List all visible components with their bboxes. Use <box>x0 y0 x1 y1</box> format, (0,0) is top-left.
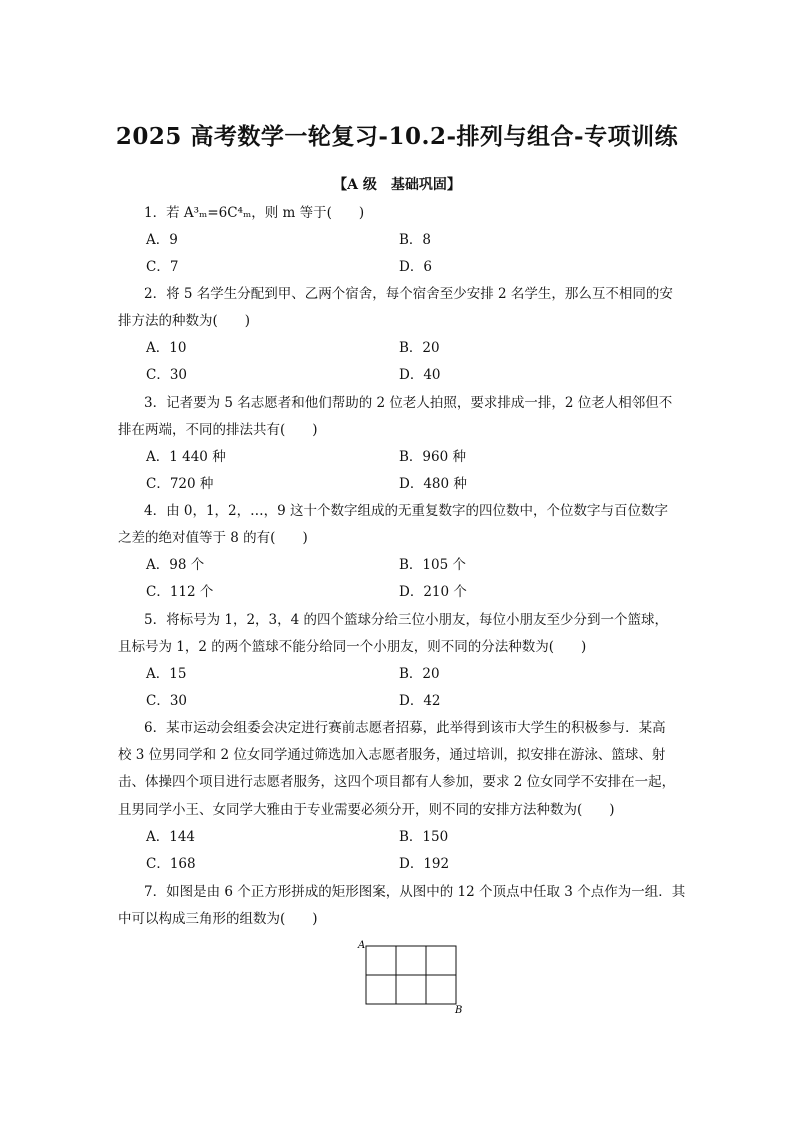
question-3-option-b: B．960 种 <box>399 449 466 465</box>
question-3-option-d: D．480 种 <box>399 476 467 492</box>
question-4-option-a: A．98 个 <box>146 557 205 573</box>
question-6-option-c: C．168 <box>146 856 196 872</box>
point-b-label: B <box>455 1005 463 1016</box>
question-4-text-line-2: 之差的绝对值等于 8 的有( ) <box>118 530 308 546</box>
question-5-text-line-2: 且标号为 1，2 的两个篮球不能分给同一个小朋友，则不同的分法种数为( ) <box>118 639 587 655</box>
question-2-option-b: B．20 <box>399 340 440 356</box>
question-5-option-c: C．30 <box>146 693 188 709</box>
question-6-text-line-3: 击、体操四个项目进行志愿者服务，这四个项目都有人参加，要求 2 位女同学不安排在一起， <box>118 774 676 790</box>
question-3-option-c: C．720 种 <box>146 476 214 492</box>
question-2-text-line-2: 排方法的种数为( ) <box>118 313 251 329</box>
question-2-option-c: C．30 <box>146 367 188 383</box>
question-1-option-b: B．8 <box>399 232 432 248</box>
question-2-option-a: A．10 <box>146 340 187 356</box>
question-3-option-a: A．1 440 种 <box>146 449 226 465</box>
question-6-option-a: A．144 <box>146 829 196 845</box>
question-3-text-line-1: 3．记者要为 5 名志愿者和他们帮助的 2 位老人拍照，要求排成一排，2 位老人相邻但不 <box>144 395 673 411</box>
question-4-option-b: B．105 个 <box>399 557 466 573</box>
question-6-text-line-4: 且男同学小王、女同学大雅由于专业需要必须分开，则不同的安排方法种数为( ) <box>118 802 615 818</box>
question-4-text-line-1: 4．由 0，1，2，…，9 这十个数字组成的无重复数字的四位数中，个位数字与百位数字 <box>144 503 669 519</box>
question-3-text-line-2: 排在两端，不同的排法共有( ) <box>118 422 318 438</box>
grid-figure-svg <box>356 936 466 1016</box>
question-5-text-line-1: 5．将标号为 1，2，3，4 的四个篮球分给三位小朋友，每位小朋友至少分到一个篮球， <box>144 612 669 628</box>
question-6-option-b: B．150 <box>399 829 449 845</box>
question-6-text-line-2: 校 3 位男同学和 2 位女同学通过筛选加入志愿者服务，通过培训，拟安排在游泳、篮球、射 <box>118 747 666 763</box>
question-6-text-line-1: 6．某市运动会组委会决定进行赛前志愿者招募，此举得到该市大学生的积极参与．某高 <box>144 720 666 736</box>
section-heading: 【A 级 基础巩固】 <box>333 177 461 193</box>
question-5-option-d: D．42 <box>399 693 441 709</box>
point-a-label: A <box>358 940 366 951</box>
question-1-option-c: C．7 <box>146 259 179 275</box>
grid-figure <box>356 936 466 1016</box>
question-2-text-line-1: 2．将 5 名学生分配到甲、乙两个宿舍，每个宿舍至少安排 2 名学生，那么互不相同的安 <box>144 286 673 302</box>
question-4-option-d: D．210 个 <box>399 584 467 600</box>
question-2-option-d: D．40 <box>399 367 441 383</box>
question-5-option-a: A．15 <box>146 666 187 682</box>
question-7-text-line-1: 7．如图是由 6 个正方形拼成的矩形图案，从图中的 12 个顶点中任取 3 个点作为一组．其 <box>144 884 686 900</box>
document-title: 2025 高考数学一轮复习-10.2-排列与组合-专项训练 <box>115 123 679 150</box>
question-4-option-c: C．112 个 <box>146 584 214 600</box>
question-1-text: 1．若 A³ₘ=6C⁴ₘ，则 m 等于( ) <box>144 205 365 221</box>
question-5-option-b: B．20 <box>399 666 440 682</box>
question-1-option-d: D．6 <box>399 259 432 275</box>
question-6-option-d: D．192 <box>399 856 450 872</box>
question-7-text-line-2: 中可以构成三角形的组数为( ) <box>118 911 318 927</box>
question-1-option-a: A．9 <box>146 232 178 248</box>
